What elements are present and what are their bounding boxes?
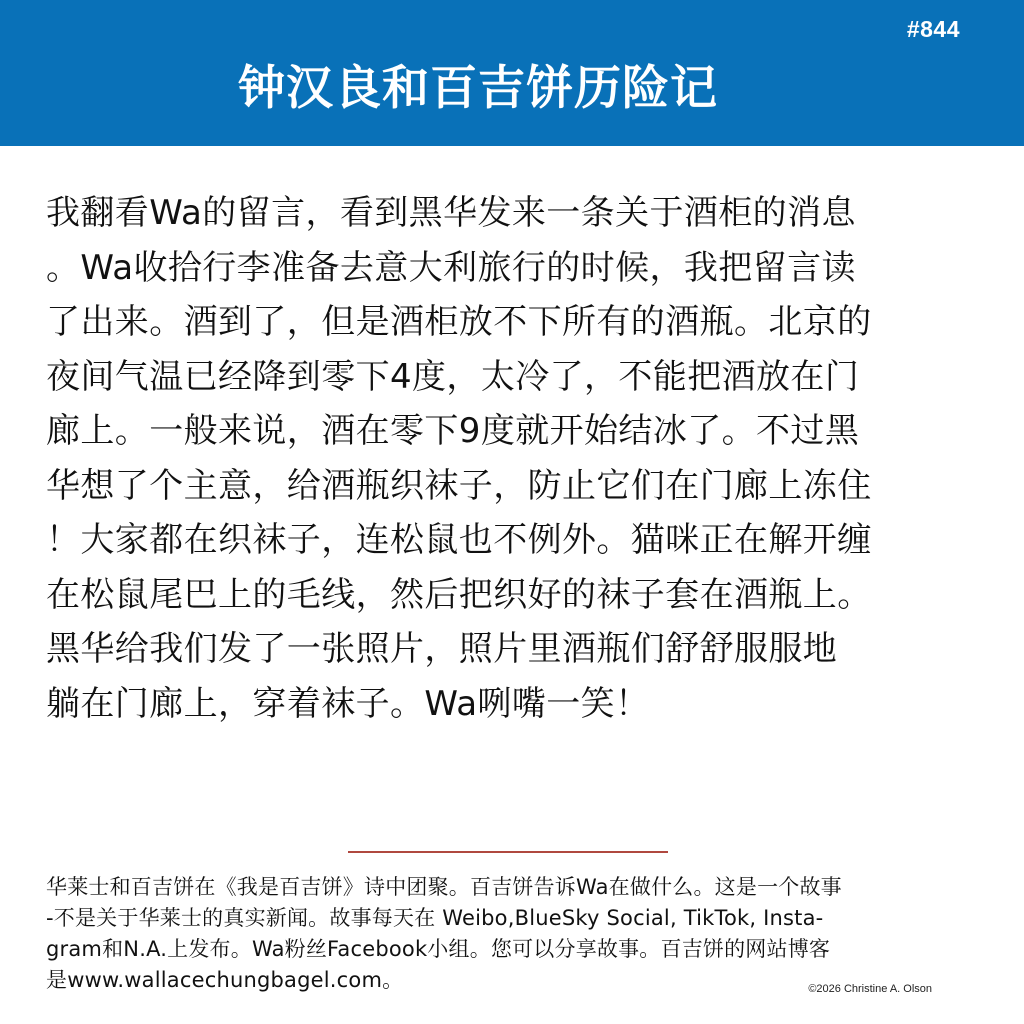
story-line: 黑华给我们发了一张照片，照片里酒瓶们舒舒服服地 <box>46 629 838 669</box>
story-line: 。Wa收拾行李准备去意大利旅行的时候，我把留言读 <box>46 247 856 288</box>
story-line: 了出来。酒到了，但是酒柜放不下所有的酒瓶。北京的 <box>46 302 872 342</box>
footer-note <box>46 872 986 996</box>
story-line: 华想了个主意，给酒瓶织袜子，防止它们在门廊上冻住 <box>46 465 872 506</box>
story-text <box>46 186 986 731</box>
footer-line: -不是关于华莱士的真实新闻。故事每天在 Weibo,BlueSky Social, TikTok, Insta- <box>46 906 824 930</box>
page-title: 钟汉良和百吉饼历险记 <box>238 61 718 116</box>
story-line: 夜间气温已经降到零下4度，太冷了，不能把酒放在门 <box>46 356 860 397</box>
footer-line: 华莱士和百吉饼在《我是百吉饼》诗中团聚。百吉饼告诉Wa在做什么。这是一个故事 <box>46 875 842 899</box>
footer-line: 是www.wallacechungbagel.com。 <box>46 968 404 992</box>
footer-line: gram和N.A.上发布。Wa粉丝Facebook小组。您可以分享故事。百吉饼的网站博客 <box>46 937 831 961</box>
story-line: 廊上。一般来说，酒在零下9度就开始结冰了。不过黑 <box>46 411 860 451</box>
section-divider <box>348 851 668 853</box>
story-line: 我翻看Wa的留言，看到黑华发来一条关于酒柜的消息 <box>46 193 856 233</box>
story-line: 在松鼠尾巴上的毛线，然后把织好的袜子套在酒瓶上。 <box>46 574 872 615</box>
title-banner <box>0 0 1024 146</box>
story-line: 躺在门廊上，穿着袜子。Wa咧嘴一笑！ <box>46 683 650 724</box>
episode-number: #844 <box>906 16 960 42</box>
copyright-notice: ©2026 Christine A. Olson <box>808 983 932 995</box>
story-line: ！大家都在织袜子，连松鼠也不例外。猫咪正在解开缠 <box>46 520 872 560</box>
